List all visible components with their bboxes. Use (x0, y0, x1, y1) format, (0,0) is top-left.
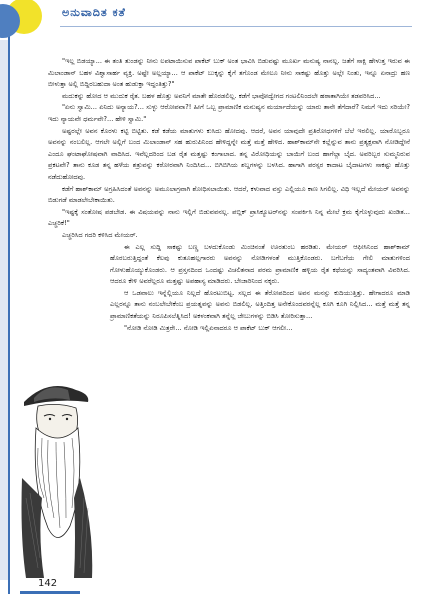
paragraph: ಅಷ್ಟರಲ್ಲೇ ಅವನ ಕೊರಳು ಕಟ್ಟಿ ಬಿಟ್ಟಿತು. ಕಡೆ ಕಡೆಯ ಮಾತುಗಳು ಕುಸಿದು ಹೋದವು. ಆದರೆ, ಅವನ ಯಾವುದೇ ಪ್ರತಿರೋಧಗಳಿಗೆ ಬೆಲೆ ಇರಲಿಲ್ಲ. ಯಾರೊಬ್ಬರೂ ಅವನನ್ನು ನಂಬಲಿಲ್ಲ. ಆಗಲೇ ಅಲ್ಲಿಗೆ ಬಂದ ಮಿಲಾಂಡಾನ್ ಸಹ ಹುರುಪಿನಿಂದ ಹೇಳಿದ್ದನ್ನೇ ಮತ್ತೆ ಮತ್ತೆ ಹೇಳಿದ. ಹಾಶ್‌ಕಾಮ್‌ನೇ ಕಲ್ಲೆನ್ನುವ ತಾನು ಪ್ರತ್ಯಕ್ಷವಾಗಿ ನೋಡಿದ್ದೇನೆ ಎಂದೂ ಘಂಟಾಘೋಷವಾಗಿ ವಾದಿಸಿದ. ಇವೆಲ್ಲದರಿಂದ ಬಡ ರೈತ ಮತ್ತಷ್ಟು ಕಂಗಾಲಾದ. ತನ್ನ ವಿರೋಧಿಯನ್ನು ಬಾಯಿಗೆ ಬಂದ ಹಾಗೆಲ್ಲಾ ಬೈದ. ಅವರಿಬ್ಬರ ಸುಮ್ಮನಿರುವ ಪ್ರಕಟವೇ? ತಾನು ಕೂಡ ತನ್ನ ಹಳೆಯ ಶತ್ರುವನ್ನು ಕಠೋರವಾಗಿ ನಿಂದಿಸಿದ... ಬಿಗಿಬಿಗಿಯ ಶಬ್ದಗಳನ್ನು ಬಳಸಿದ. ಹಾಗಾಗಿ ಪರಸ್ಪರ ಕಾದಾಟ ಬೈದಾಟಗಳು ಸಾಕಷ್ಟು ಹೊತ್ತು ನಡೆದುಹೋದವು. (48, 126, 410, 181)
left-margin-rule (8, 34, 10, 594)
paragraph: "ಇಷ್ಟಕ್ಕೆ ಸಂತೋಷ ಪಡಬೇಡ. ಈ ವಿಷಯವನ್ನು ನಾನು ಇಲ್ಲಿಗೆ ಬಿಡುವವನಲ್ಲ. ಪಬ್ಲಿಕ್ ಪ್ರಾಸಿಕ್ಯೂಟರ್‌ನನ್ನು ಸಂಪರ್ಕಿಸಿ ನಿನ್ನ ಮೇಲೆ ಕ್ರಮ ಕೈಗೊಳ್ಳುವುದು ಖಂಡಿತ... ಎಚ್ಚರಿಕೆ!" (48, 207, 410, 228)
left-margin-band (0, 40, 8, 580)
header-divider (60, 26, 412, 27)
corner-decoration (0, 0, 60, 48)
paragraph: ಎಚ್ಚರಿಸಿದ ಗದರಿ ಕಳಿಸಿದ ಮೇಯರ್. (62, 230, 138, 239)
paragraph: "ನೋಡಿ ನೋಡಿ ಮಿತ್ರರೇ... ನೋಡಿ ಇಲ್ಲಿಏನಾದರೂ ಆ ಪಾಕೆಟ್ ಬುಕ್ ಆಗಲೀ... (124, 323, 293, 332)
paragraph: ಈ ಎಲ್ಲ ಸುದ್ದಿ ಸಾಕಷ್ಟು ಬಣ್ಣ ಬಳದುಕೊಂಡು ಮಿಂಚಿನಂತೆ ಊರತುಂಬ ಹರಡಿತು. ಮೇಯರ್ ಆಫೀಸಿನಿಂದ ಹಾಶ್‌ಕಾಮ್ ಹೊರಬರುತ್ತಿದ್ದಂತೆ ಕೆಲವು ಕುತೂಹಲ್ಲಗಾರರು ಅವನನ್ನು ನೋಡಿಗಳಂತೆ ಮುತ್ತಿಕೊಂಡರು. ಬಗೆಬಗೆಯ ಗೇಲಿ ಮಾತುಗಳಿಂದ ಗೋಳುಹೊಯ್ಯುಕೊಂಡರು. ಆ ಪ್ರಸ್ತನದಿಂದ ಒಂದಷ್ಟು ವಿಚಲಿತನಾದ ಪರಮ ಪ್ರಾಮಾಣಿಕ ಹಳ್ಳಿಯ ರೈತ ಕಥೆಯನ್ನು ಸಾದ್ಯಂತವಾಗಿ ವಿವರಿಸಿದ. ಆದರೂ ಕೇಳಿ ಅವರೆಲ್ಲರೂ ಮತ್ತಷ್ಟು ಅಪಹಾಸ್ಯ ಮಾಡಿದರು. ಬೇಜಾರಿನಿಂದ ನಕ್ಕರು. (110, 242, 410, 286)
paragraph: "ಏನು ಸ್ವಾಮಿ... ಏನಿದು ಅನ್ಯಾಯ?... ಸುಳ್ಳು ಆರೋಪವಾ?! ಹೀಗೆ ಒಬ್ಬ ಪ್ರಾಮಾಣಿಕ ಮನುಷ್ಯನ ಮರ್ಯಾದೆಯನ್ನು ಯಾರು ತಾನೇ ತೆಗೆದಾರೆ? ನಿಮಗೆ ಇದು ಸರಿಯೇ? ಇದು ನ್ಯಾಯವೇ ಧರ್ಮವೇ?... ಹೇಳಿ ಸ್ವಾಮಿ." (48, 103, 410, 123)
page-number: 142 (38, 578, 58, 589)
paragraph: ಆ ಒಡವಾಲು ಇನ್ನೆಲ್ಲಿಯೂ ನಿಲ್ಲದೆ ಹೊರಟುಬಿಟ್ಟ. ಸಲ್ಲದ ಈ ತೆರೋಪದಿಂದ ಅವನ ಮನಸ್ಸು ಕುದಿಯುತ್ತಿತ್ತು. ಹೇಗಾದರೂ ಮಾಡಿ ಎಲ್ಲರನ್ನೂ ತಾನು ನಂಬಲೇಬೇಕೆಂಬ ಪ್ರಯತ್ನವನ್ನು ಅವನು ಬಿಡಲಿಲ್ಲ. ಅತ್ತಿಂದಿತ್ತ ಅನೇಕೊಂದವರನ್ನೆಲ್ಲ ಕೂಗಿ ಕೂಗಿ ನಿಲ್ಲಿಸಿದ... ಮತ್ತೆ ಮತ್ತೆ ತನ್ನ ಪ್ರಾಮಾಣಿಕತೆಯನ್ನು ನಿರೂಪಿಸಲೆತ್ನಿಸಿದ! ಅಕಳಂಕವಾಗಿ ತನ್ನೆಲ್ಲ ಜೇಬುಗಳನ್ನು ಬಿಡಿಸಿ ತೋರಿಸುತ್ತಾ... (110, 288, 410, 321)
paragraph: ಕಡೆಗೆ ಹಾಶ್‌ಕಾಮ್ ಅಗ್ರಹಿಸಿದಂತೆ ಅವನನ್ನು ಅಮೂಲಾಗ್ರವಾಗಿ ಶೋಧಿಸಲಾಯಿತು. ಆದರೆ, ಕಳುವಾದ ವಸ್ತು ಎಲ್ಲಿಯೂ ಕಾಣ ಸಿಗಲಿಲ್ಲ. ವಿಧಿ ಇಲ್ಲದೆ ಮೇಯರ್ ಅವನನ್ನು ಬಿಡುಗಡೆ ಮಾಡಲೇಬೇಕಾಯಿತು. (48, 184, 410, 205)
paragraph: "ಇಲ್ಲ ಬಿಡಯ್ಯಾ... ಈ ತಂತಿ ತುಂಡನ್ನು ನೀನು ಲಪಟಾಯಿಸುವ ಪಾಕೆಟ್ ಬುಕ್ ಅಂತ ಭಾವಿಸಿ ಬಿಡುವಷ್ಟು ಮೂರ್ಖ ಮನುಷ್ಯ ನಾನಲ್ಲ. ಜತೆಗೆ ಸಾಕ್ಷಿ ಹೇಳುತ್ತ ಇರುವ ಈ ಮಿಲಾಂಡಾನ್ ಬಹಳ ವಿಶ್ವಾಸಾರ್ಹ ವ್ಯಕ್ತಿ. ಅಷ್ಟೇ ಅಲ್ಲಯ್ಯಾ... ಆ ಪಾಕೆಟ್ ಬುಕ್ಕನ್ನು ಕೈಗೆ ತಗೊಂಡ ಮೇಲೂ ನೀನು ಸಾಕಷ್ಟು ಹೊತ್ತು ಅಲ್ಲೇ ನಿಂತು, ಇನ್ನೂ ಏನಾದ್ರು ಹಣ ಬೀಳುತ್ತಾ ಅಲ್ಲಿ ಬಿದ್ದಿರಬಹುದಾ ಅಂತ ಹುಡುಕ್ತಾ ಇದ್ದಂತಿತ್ತು?" (48, 57, 410, 89)
footer-accent-bar (20, 591, 80, 594)
story-body (48, 56, 410, 570)
paragraph: ಮದುಕನ್ನು ಹೋದ ಆ ಮುದುಕ ರೈತ. ಬಹಳ ಹೊತ್ತು ಅವನಿಗೆ ಮಾತೇ ಹೊರಡಲಿಲ್ಲ. ಕಡೆಗೆ ಭಾವೋದ್ವೇಗದ ಗಂಟಲಿನಿಂದಲೇ ಹಠಾತಾಗಿಯೇ ತಡವರಿಸಿದ... (62, 91, 381, 100)
old-man-illustration (18, 368, 96, 578)
section-header: ಅನುವಾದಿತ ಕತೆ (62, 6, 126, 19)
